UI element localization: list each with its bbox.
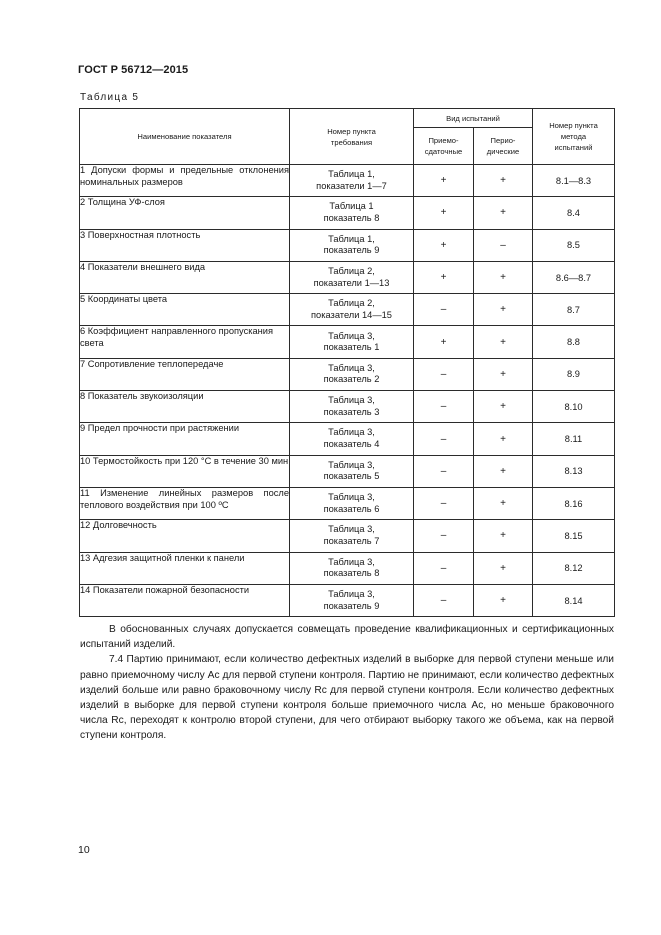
periodic-mark: +: [474, 261, 533, 293]
requirement-item: показатели 1—13: [313, 277, 390, 288]
test-method-ref: 8.16: [533, 487, 615, 519]
paragraph: 7.4 Партию принимают, если количество дефектных изделий в выборке для первой ступени меньше или равно приемочному числу Ac для первой ступени контроля. Партию не принимают, если количество дефектных изделий больше или равно браковочному числу Rc для первой ступени контроля. Если количество дефектных изделий в выборке для первой ступени контроля больше приемочного числа Ac, но меньше браковочного числа Rc, переходят к контролю второй ступени, для чего отбирают выборку такого же объема, как на первой ступени контроля.: [80, 654, 614, 742]
requirement-table: Таблица 2,: [328, 265, 375, 276]
periodic-mark: +: [474, 423, 533, 455]
acceptance-mark: –: [414, 358, 474, 390]
acceptance-mark: +: [414, 165, 474, 197]
col-header-name: Наименование показателя: [80, 109, 290, 165]
test-method-ref: 8.12: [533, 552, 615, 584]
test-method-ref: 8.8: [533, 326, 615, 358]
table-row: [80, 261, 615, 293]
periodic-mark: +: [474, 520, 533, 552]
indicator-name: 14 Показатели пожарной безопасности: [80, 584, 290, 616]
indicator-name: 5 Координаты цвета: [80, 294, 290, 326]
indicator-name: 1 Допуски формы и предельные отклонения номинальных размеров: [80, 165, 290, 197]
acceptance-mark: –: [414, 391, 474, 423]
table-row: [80, 391, 615, 423]
indicator-name: 6 Коэффициент направленного пропускания света: [80, 326, 290, 358]
test-method-ref: 8.4: [533, 197, 615, 229]
indicator-name: 12 Долговечность: [80, 520, 290, 552]
test-method-ref: 8.1—8.3: [533, 165, 615, 197]
table-row: [80, 552, 615, 584]
requirement-item: показатели 1—7: [316, 180, 387, 191]
table-body: [80, 165, 615, 617]
requirement-item: показатель 5: [323, 471, 380, 482]
acceptance-mark: –: [414, 487, 474, 519]
requirement-table: Таблица 3,: [328, 427, 375, 438]
test-method-ref: 8.5: [533, 229, 615, 261]
requirement-table: Таблица 3,: [328, 524, 375, 535]
requirement-table: Таблица 3,: [328, 459, 375, 470]
requirement-item: показатель 1: [323, 342, 380, 353]
paragraph: В обоснованных случаях допускается совмещать проведение квалификационных и сертификационных испытаний изделий.: [80, 624, 614, 651]
table-row: [80, 455, 615, 487]
test-method-ref: 8.7: [533, 294, 615, 326]
table-row: [80, 326, 615, 358]
requirement-table: Таблица 3,: [328, 362, 375, 373]
requirement-item: показатель 6: [323, 503, 380, 514]
requirement-ref: [290, 197, 414, 229]
acceptance-mark: +: [414, 197, 474, 229]
requirement-table: Таблица 1: [329, 201, 374, 212]
requirement-item: показатель 3: [323, 406, 380, 417]
requirement-item: показатель 9: [323, 245, 380, 256]
acceptance-mark: –: [414, 552, 474, 584]
indicator-name: 11 Изменение линейных размеров после теплового воздействия при 100 ºС: [80, 487, 290, 519]
col-header-acceptance: Приемо-сдаточные: [414, 128, 474, 165]
table-row: [80, 358, 615, 390]
requirement-table: Таблица 1,: [328, 233, 375, 244]
col-header-test-type: Вид испытаний: [414, 109, 533, 128]
requirement-table: Таблица 2,: [328, 298, 375, 309]
requirement-ref: [290, 552, 414, 584]
requirement-ref: [290, 165, 414, 197]
acceptance-mark: +: [414, 261, 474, 293]
periodic-mark: +: [474, 455, 533, 487]
table-row: [80, 487, 615, 519]
acceptance-mark: –: [414, 584, 474, 616]
requirement-table: Таблица 3,: [328, 330, 375, 341]
periodic-mark: +: [474, 391, 533, 423]
requirement-ref: [290, 584, 414, 616]
periodic-mark: +: [474, 294, 533, 326]
requirement-item: показатель 8: [323, 212, 380, 223]
indicator-name: 9 Предел прочности при растяжении: [80, 423, 290, 455]
table-row: [80, 584, 615, 616]
requirement-ref: [290, 520, 414, 552]
test-method-ref: 8.9: [533, 358, 615, 390]
requirement-item: показатель 7: [323, 535, 380, 546]
table-row: [80, 423, 615, 455]
periodic-mark: +: [474, 487, 533, 519]
requirement-ref: [290, 423, 414, 455]
col-header-requirement: Номер пункта требования: [290, 109, 414, 165]
requirement-table: Таблица 3,: [328, 395, 375, 406]
periodic-mark: +: [474, 358, 533, 390]
acceptance-mark: –: [414, 455, 474, 487]
body-text: [80, 622, 614, 744]
test-method-ref: 8.13: [533, 455, 615, 487]
test-method-ref: 8.14: [533, 584, 615, 616]
requirement-ref: [290, 455, 414, 487]
requirement-ref: [290, 326, 414, 358]
requirement-ref: [290, 294, 414, 326]
requirement-ref: [290, 391, 414, 423]
indicator-name: 8 Показатель звукоизоляции: [80, 391, 290, 423]
requirement-item: показатель 4: [323, 439, 380, 450]
table-row: [80, 229, 615, 261]
table-row: [80, 520, 615, 552]
acceptance-mark: +: [414, 229, 474, 261]
requirement-ref: [290, 229, 414, 261]
test-method-ref: 8.11: [533, 423, 615, 455]
test-method-ref: 8.10: [533, 391, 615, 423]
indicator-name: 2 Толщина УФ-слоя: [80, 197, 290, 229]
indicator-name: 4 Показатели внешнего вида: [80, 261, 290, 293]
table-row: [80, 294, 615, 326]
requirement-ref: [290, 358, 414, 390]
test-types-table: [79, 108, 615, 617]
indicator-name: 10 Термостойкость при 120 °С в течение 30 мин: [80, 455, 290, 487]
requirement-item: показатели 14—15: [311, 309, 392, 320]
indicator-name: 13 Адгезия защитной пленки к панели: [80, 552, 290, 584]
requirement-table: Таблица 3,: [328, 588, 375, 599]
table-row: [80, 165, 615, 197]
requirement-table: Таблица 1,: [328, 169, 375, 180]
page-number: 10: [78, 844, 90, 856]
requirement-ref: [290, 487, 414, 519]
acceptance-mark: –: [414, 294, 474, 326]
acceptance-mark: +: [414, 326, 474, 358]
table-caption: Таблица 5: [80, 92, 140, 103]
periodic-mark: –: [474, 229, 533, 261]
requirement-item: показатель 8: [323, 568, 380, 579]
acceptance-mark: –: [414, 423, 474, 455]
periodic-mark: +: [474, 326, 533, 358]
requirement-item: показатель 9: [323, 600, 380, 611]
indicator-name: 3 Поверхностная плотность: [80, 229, 290, 261]
col-header-periodic: Перио-дические: [474, 128, 533, 165]
periodic-mark: +: [474, 165, 533, 197]
requirement-item: показатель 2: [323, 374, 380, 385]
periodic-mark: +: [474, 552, 533, 584]
test-method-ref: 8.6—8.7: [533, 261, 615, 293]
col-header-method: Номер пункта метода испытаний: [533, 109, 615, 165]
requirement-table: Таблица 3,: [328, 492, 375, 503]
table-row: [80, 197, 615, 229]
test-method-ref: 8.15: [533, 520, 615, 552]
periodic-mark: +: [474, 584, 533, 616]
periodic-mark: +: [474, 197, 533, 229]
document-code: ГОСТ Р 56712—2015: [78, 64, 189, 76]
indicator-name: 7 Сопротивление теплопередаче: [80, 358, 290, 390]
requirement-table: Таблица 3,: [328, 556, 375, 567]
acceptance-mark: –: [414, 520, 474, 552]
requirement-ref: [290, 261, 414, 293]
